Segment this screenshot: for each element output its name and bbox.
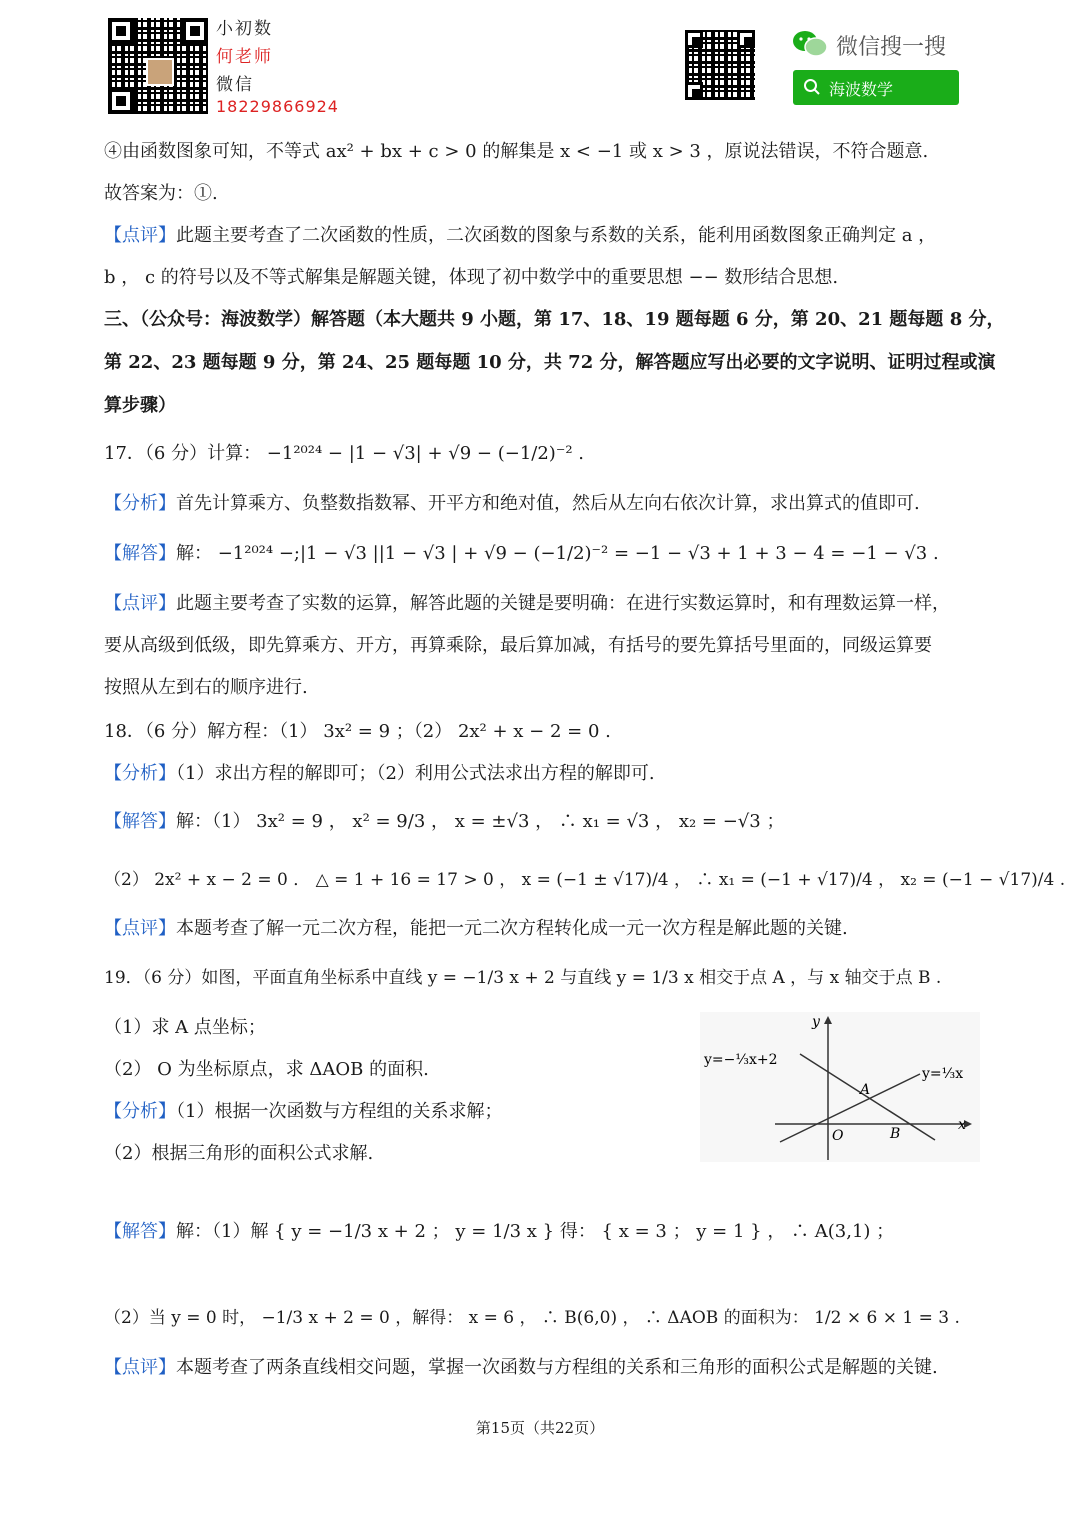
wechat-logo-icon [792, 30, 828, 58]
label-y: y [812, 1014, 820, 1030]
comment-text: 本题考查了解一元二次方程，能把一元二次方程转化成一元一次方程是解此题的关键. [176, 918, 848, 939]
wechat-search-button[interactable] [793, 70, 959, 105]
wechat-search-button-label: 海波数学 [829, 80, 894, 99]
answer-paragraph [104, 542, 939, 566]
section-heading: 第 22、23 题每题 9 分，第 24、25 题每题 10 分，共 72 分，解答题应写出必要的文字说明、证明过程或演 [104, 352, 996, 373]
search-icon [803, 78, 821, 100]
question-18: 18．（6 分）解方程：（1） 3x² = 9 ；（2） 2x² + x − 2 = 0 . [104, 721, 611, 742]
comment-text: 本题考查了两条直线相交问题，掌握一次函数与方程组的关系和三角形的面积公式是解题的关键. [176, 1357, 938, 1378]
coordinate-figure [700, 1012, 980, 1162]
page-number: 第15页（共22页） [475, 1419, 605, 1437]
text-line: 故答案为：①. [104, 183, 218, 204]
analysis-text: （1）根据一次函数与方程组的关系求解； [176, 1101, 503, 1122]
analysis-text: （1）求出方程的解即可；（2）利用公式法求出方程的解即可. [176, 763, 655, 784]
handwritten-note-line2: 何老师 [216, 47, 273, 67]
comment-tag: 【点评】 [104, 225, 176, 246]
answer-tag: 【解答】 [104, 811, 176, 832]
analysis-text: 首先计算乘方、负整数指数幂、开平方和绝对值，然后从左向右依次计算，求出算式的值即可. [176, 493, 920, 514]
comment-paragraph [104, 224, 936, 248]
text-line: 按照从左到右的顺序进行. [104, 677, 308, 698]
answer-continued: （2）当 y = 0 时， −1/3 x + 2 = 0 ，解得： x = 6 ， ∴ B(6,0) ， ∴ ΔAOB 的面积为： 1/2 × 6 × 1 = 3 . [104, 1308, 960, 1328]
section-heading: 算步骤） [104, 395, 176, 416]
wechat-search-title: 微信搜一搜 [836, 35, 947, 60]
text-line: ④由函数图象可知，不等式 ax² + bx + c > 0 的解集是 x < −1 或 x > 3 ，原说法错误，不符合题意. [104, 141, 929, 162]
handwritten-note-line3: 微信 [216, 75, 254, 95]
question-17: 17．（6 分）计算： −1²⁰²⁴ − |1 − √3| + √9 − (−1/2)⁻² . [104, 443, 584, 464]
comment-paragraph [104, 1356, 938, 1380]
avatar [146, 58, 174, 86]
analysis-paragraph [104, 762, 655, 786]
comment-paragraph [104, 592, 950, 616]
label-A: A [860, 1082, 871, 1098]
answer-text: 解：（1） 3x² = 9 ， x² = 9/3 ， x = ±√3 ， ∴ x₁ = √3 ， x₂ = −√3 ； [176, 811, 785, 832]
question-19: 19．（6 分）如图，平面直角坐标系中直线 y = −1/3 x + 2 与直线 y = 1/3 x 相交于点 A ，与 x 轴交于点 B . [104, 968, 942, 988]
question-19-part2: （2） O 为坐标原点，求 ΔAOB 的面积. [104, 1059, 429, 1080]
answer-tag: 【解答】 [104, 1221, 176, 1242]
comment-paragraph [104, 917, 848, 941]
answer-paragraph [104, 810, 784, 834]
answer-continued: （2） 2x² + x − 2 = 0 ． △ = 1 + 16 = 17 > 0 ， x = (−1 ± √17)/4 ， ∴ x₁ = (−1 + √17)/4 ， x₂ = (−1 − √17)/4 . [104, 870, 1066, 890]
comment-text: 此题主要考查了实数的运算，解答此题的关键是要明确：在进行实数运算时，和有理数运算一样， [176, 593, 950, 614]
handwritten-phone: 18229866924 [216, 97, 339, 116]
question-19-part1: （1）求 A 点坐标； [104, 1017, 266, 1038]
comment-tag: 【点评】 [104, 1357, 176, 1378]
answer-text: 解：（1）解 { y = −1/3 x + 2 ； y = 1/3 x } 得： { x = 3 ； y = 1 } ， ∴ A(3,1) ； [176, 1221, 895, 1242]
analysis-tag: 【分析】 [104, 493, 176, 514]
qr-code-right [685, 30, 755, 100]
text-line: （2）根据三角形的面积公式求解. [104, 1143, 374, 1164]
analysis-tag: 【分析】 [104, 1101, 176, 1122]
comment-tag: 【点评】 [104, 593, 176, 614]
analysis-paragraph [104, 1100, 502, 1124]
equation-label-2: y=⅓x [922, 1066, 964, 1082]
label-O: O [832, 1128, 844, 1144]
comment-text: 此题主要考查了二次函数的性质，二次函数的图象与系数的关系，能利用函数图象正确判定 a ， [176, 225, 937, 246]
section-heading: 三、（公众号：海波数学）解答题（本大题共 9 小题，第 17、18、19 题每题 6 分，第 20、21 题每题 8 分， [104, 309, 1005, 330]
answer-tag: 【解答】 [104, 543, 176, 564]
handwritten-note-line1: 小初数 [216, 19, 273, 39]
analysis-paragraph [104, 492, 920, 516]
answer-text: 解： −1²⁰²⁴ −;|1 − √3 ||1 − √3 | + √9 − (−1/2)⁻² = −1 − √3 + 1 + 3 − 4 = −1 − √3 . [176, 543, 939, 564]
equation-label-1: y=−⅓x+2 [704, 1052, 778, 1068]
qr-code-left [108, 18, 208, 114]
text-line: 要从高级到低级，即先算乘方、开方，再算乘除，最后算加减，有括号的要先算括号里面的，同级运算要 [104, 635, 932, 656]
answer-paragraph [104, 1220, 894, 1244]
analysis-tag: 【分析】 [104, 763, 176, 784]
label-B: B [890, 1126, 901, 1142]
comment-tag: 【点评】 [104, 918, 176, 939]
text-line: b ， c 的符号以及不等式解集是解题关键，体现了初中数学中的重要思想 −− 数形结合思想. [104, 267, 839, 288]
label-x: x [958, 1117, 966, 1133]
